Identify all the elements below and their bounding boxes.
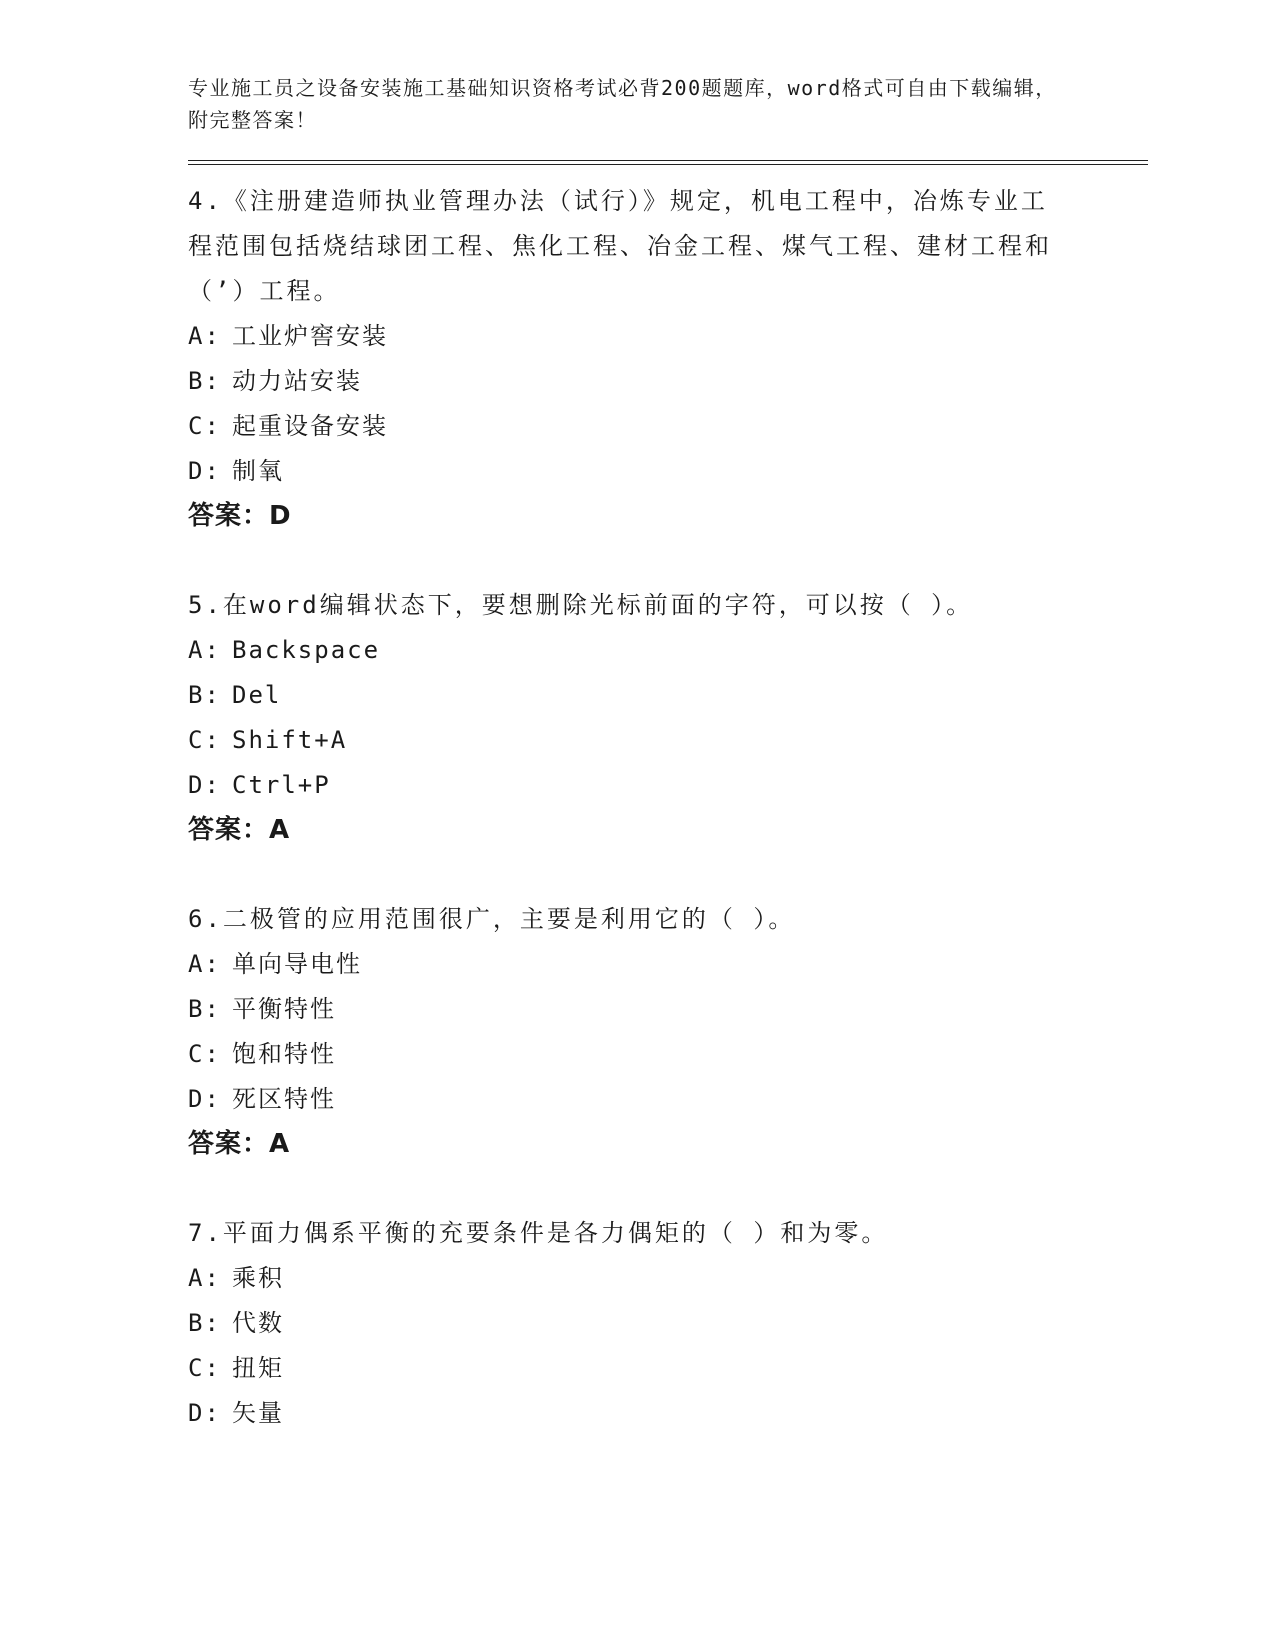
question-stem: 7.平面力偶系平衡的充要条件是各力偶矩的（ ）和为零。 — [188, 1219, 889, 1247]
question-stem: 4.《注册建造师执业管理办法（试行）》规定，机电工程中，冶炼专业工程范围包括烧结球团工程、焦化工程、冶金工程、煤气工程、建材工程和（’）工程。 — [188, 187, 1052, 305]
option-b — [188, 673, 1148, 718]
option-text: 代数 — [232, 1309, 284, 1337]
option-key: D: — [188, 457, 221, 485]
option-d — [188, 763, 1148, 808]
option-key: B: — [188, 367, 221, 395]
option-a — [188, 314, 1148, 359]
option-c — [188, 718, 1148, 763]
option-key: C: — [188, 726, 221, 754]
option-text: Backspace — [232, 636, 381, 664]
option-a — [188, 1256, 1148, 1301]
option-text: 乘积 — [232, 1264, 284, 1292]
answer-line: 答案：D — [188, 501, 292, 531]
option-a — [188, 942, 1148, 987]
option-text: Del — [232, 681, 282, 709]
header-divider — [188, 160, 1148, 165]
question-stem: 6.二极管的应用范围很广，主要是利用它的（ ）。 — [188, 905, 796, 933]
document-page — [188, 72, 1148, 1436]
option-key: D: — [188, 1085, 221, 1113]
question-5 — [188, 583, 1148, 853]
answer-line: 答案：A — [188, 815, 291, 845]
option-b — [188, 1301, 1148, 1346]
option-a — [188, 628, 1148, 673]
option-text: 单向导电性 — [232, 950, 362, 978]
option-text: 死区特性 — [232, 1085, 336, 1113]
option-d — [188, 1391, 1148, 1436]
option-c — [188, 1032, 1148, 1077]
option-key: C: — [188, 1040, 221, 1068]
option-text: 饱和特性 — [232, 1040, 336, 1068]
option-b — [188, 359, 1148, 404]
option-c — [188, 1346, 1148, 1391]
answer-line: 答案：A — [188, 1129, 291, 1159]
document-title: 专业施工员之设备安装施工基础知识资格考试必背200题题库，word格式可自由下载编辑，附完整答案！ — [188, 76, 1057, 132]
option-key: A: — [188, 1264, 221, 1292]
option-key: B: — [188, 995, 221, 1023]
option-key: C: — [188, 412, 221, 440]
option-text: Ctrl+P — [232, 771, 331, 799]
question-7 — [188, 1211, 1148, 1436]
option-key: C: — [188, 1354, 221, 1382]
option-text: 矢量 — [232, 1399, 284, 1427]
option-text: 起重设备安装 — [232, 412, 388, 440]
question-stem: 5.在word编辑状态下，要想删除光标前面的字符，可以按（ ）。 — [188, 591, 974, 619]
option-key: A: — [188, 322, 221, 350]
option-text: 扭矩 — [232, 1354, 284, 1382]
option-text: 制氧 — [232, 457, 284, 485]
option-text: 平衡特性 — [232, 995, 336, 1023]
option-d — [188, 1077, 1148, 1122]
option-d — [188, 449, 1148, 494]
option-key: B: — [188, 1309, 221, 1337]
option-text: Shift+A — [232, 726, 348, 754]
option-b — [188, 987, 1148, 1032]
question-4 — [188, 179, 1148, 539]
option-key: A: — [188, 636, 221, 664]
option-text: 工业炉窖安装 — [232, 322, 388, 350]
question-6 — [188, 897, 1148, 1167]
option-c — [188, 404, 1148, 449]
option-key: D: — [188, 1399, 221, 1427]
option-key: A: — [188, 950, 221, 978]
option-key: D: — [188, 771, 221, 799]
option-text: 动力站安装 — [232, 367, 362, 395]
option-key: B: — [188, 681, 221, 709]
